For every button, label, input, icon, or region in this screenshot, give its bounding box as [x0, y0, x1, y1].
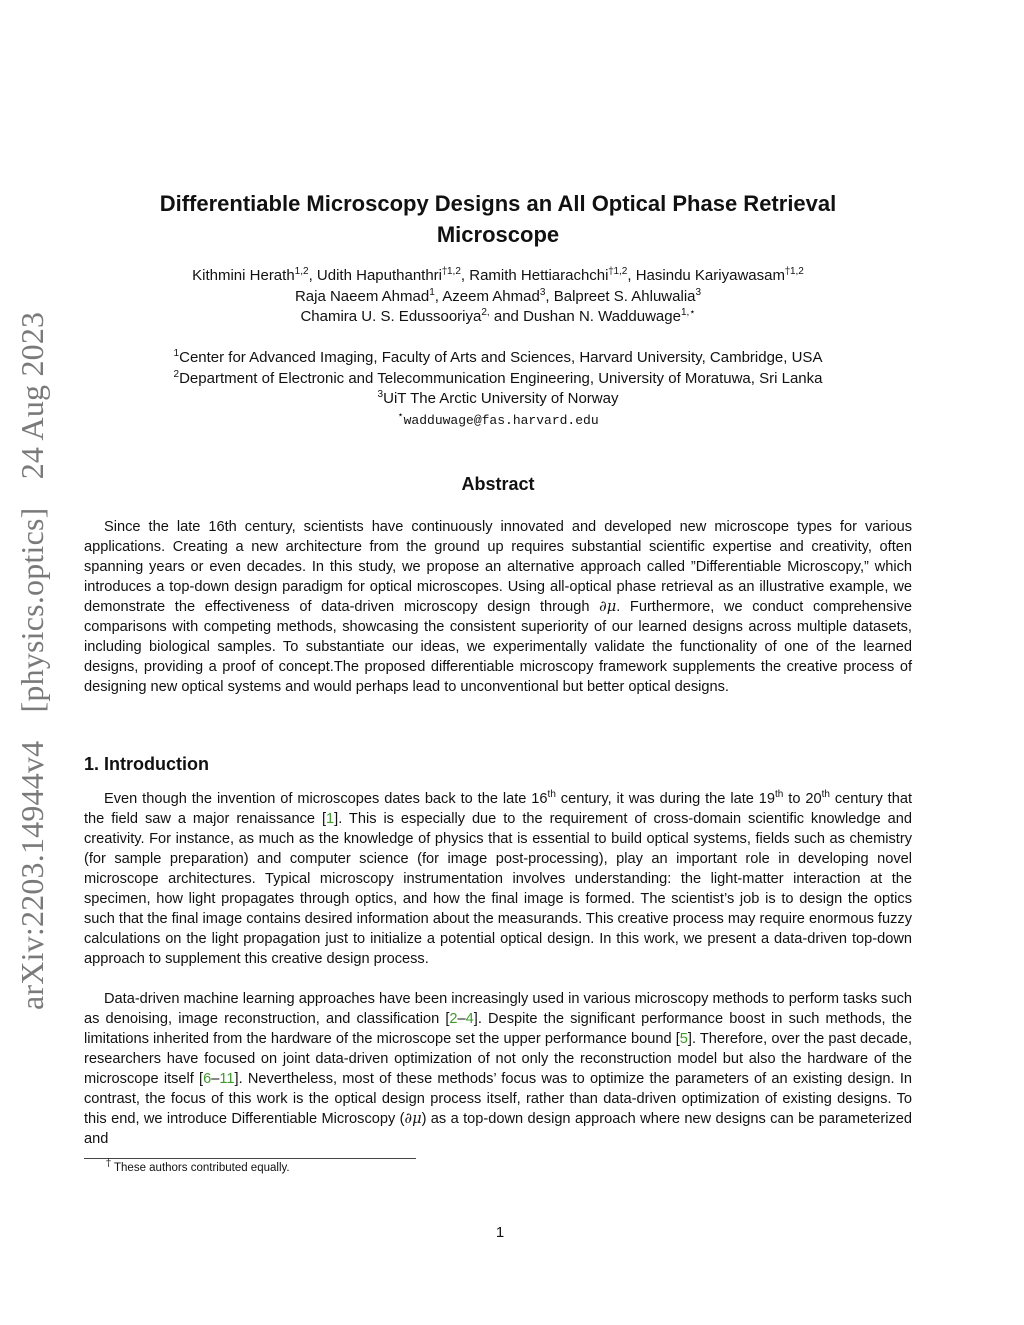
abstract-heading: Abstract: [461, 474, 535, 494]
corresponding-mark: ⋆: [397, 409, 404, 421]
abstract-math-symbol: ∂μ: [599, 598, 617, 615]
affiliation-number: 3: [377, 389, 384, 400]
title-line-2: Microscope: [436, 222, 560, 247]
affiliation-list: [84, 348, 912, 431]
citation-range-dash: –: [211, 1071, 220, 1087]
paper-title: [84, 188, 912, 250]
equal-contribution-mark: †: [608, 266, 614, 277]
author-superscript: 1,2: [294, 266, 309, 277]
equal-contribution-mark: †: [784, 266, 790, 277]
author-superscript: 1: [429, 286, 435, 298]
author-line-2: Raja Naeem Ahmad$^1$, Azeem Ahmad$^3$, Balpreet S. Ahluwalia$^3$: [294, 286, 702, 305]
author-line-3: [84, 307, 912, 328]
author-name: and Dushan N. Wadduwage: [493, 308, 681, 325]
paragraph-text: Even though the invention of microscopes dates back to the late 16: [104, 791, 548, 807]
paragraph-text: ]. Therefore, over the past decade, researchers have focused on joint data-driven optimization of not only the reconstruction model but also the hardware of the microscope itself [: [84, 1031, 912, 1087]
author-name: Chamira U. S. Edussooriya: [300, 308, 482, 325]
paragraph-text: ]. This is especially due to the requirement of cross-domain scientific knowledge and creativity. For instance, as much as the knowledge of physics that is essential to build optical systems, fields such as chemistry (for sample preparation) and computer science (for image post-processing), play an important role in developing novel microscope architectures. Typical microscopy instrumentation involves understanding: the light-matter interaction at the specimen, how light propagates through optics, and how the final image is formed. The scientist’s job is to design the optics such that the final image contains desired information about the measurands. This creative process may require enormous fuzzy calculations on the light propagation just to initialize a potential optical design. In this work, we present a data-driven top-down approach to supplement this creative design process.: [84, 811, 912, 967]
affiliation-number: 1: [173, 348, 180, 359]
footnote-mark: †: [106, 1158, 111, 1170]
equal-contribution-mark: †: [442, 266, 447, 277]
author-superscript: 1,2: [447, 266, 461, 277]
title-line-1: Differentiable Microscopy Designs an All Optical Phase Retrieval: [159, 191, 837, 216]
author-superscript: 3: [539, 286, 546, 298]
corresponding-email: [84, 410, 912, 432]
email-address[interactable]: wadduwage@fas.harvard.edu: [403, 412, 599, 428]
affiliation-text: UiT The Arctic University of Norway: [383, 390, 619, 407]
author-superscript: 3: [695, 286, 702, 298]
paragraph-text: ]. Nevertheless, most of these methods’ focus was to optimize the parameters of an existing design. In contrast, the focus of this work is the optical design process itself, rather than data-driven optimization of existing designs. To this end, we introduce Differentiable Microscopy (: [84, 1071, 912, 1127]
paragraph-text: ) as a top-down design approach where new designs can be parameterized and: [84, 1111, 912, 1147]
author-superscript: 1,⋆: [680, 307, 696, 318]
math-symbol: ∂μ: [404, 1110, 422, 1127]
affiliation-number: 2: [173, 368, 180, 380]
affiliation-text: Center for Advanced Imaging, Faculty of Arts and Sciences, Harvard University, Cambridge, USA: [179, 349, 823, 366]
citation-link[interactable]: 11: [219, 1071, 235, 1087]
superscript: th: [821, 789, 830, 801]
author-name: Hasindu Kariyawasam: [635, 267, 785, 284]
paragraph-text: century, it was during the late 19: [555, 791, 776, 807]
paragraph-text: to 20: [783, 791, 822, 807]
arxiv-date: 24 Aug 2023: [14, 311, 50, 480]
author-name: Raja Naeem Ahmad: [294, 287, 430, 305]
author-list: [84, 266, 912, 328]
citation-link[interactable]: 4: [465, 1011, 474, 1027]
affiliation-text: Department of Electronic and Telecommunication Engineering, University of Moratuwa, Sri Lanka: [179, 369, 823, 387]
section-heading-introduction: 1. Introduction: [84, 754, 209, 774]
arxiv-identifier-stamp: [14, 310, 66, 1010]
introduction-paragraph-2: [84, 989, 912, 1149]
footnote: [106, 1158, 290, 1174]
author-superscript: 2,: [481, 307, 490, 318]
arxiv-id: arXiv:2203.14944v4: [14, 740, 50, 1010]
footnote-rule: [84, 1158, 416, 1159]
footnote-text: These authors contributed equally.: [114, 1162, 290, 1174]
affiliation-3: [84, 389, 912, 410]
paragraph-text: Data-driven machine learning approaches have been increasingly used in various microscopy methods to perform tasks such as denoising, image reconstruction, and classification [: [84, 991, 912, 1027]
citation-link[interactable]: 1: [326, 811, 335, 827]
citation-link[interactable]: 6: [203, 1071, 212, 1087]
author-name: Udith Haputhanthri: [316, 267, 442, 284]
introduction-paragraph-1: [84, 789, 912, 969]
paragraph-text: century that the field saw a major renaissance [: [84, 791, 913, 827]
abstract-text-part-2: . Furthermore, we conduct comprehensive comparisons with competing methods, showcasing the consistent superiority of our learned designs across multiple datasets, including biological samples. To substantiate our ideas, we experimentally validate the functionality of one of the learned designs, providing a proof of concept.The proposed differentiable microscopy framework supplements the creative process of designing new optical systems and would perhaps lead to unconventional but better optical designs.: [84, 599, 912, 695]
author-superscript: 1,2: [789, 266, 804, 277]
arxiv-category: [physics.optics]: [14, 507, 50, 713]
author-name: Balpreet S. Ahluwalia: [553, 287, 696, 305]
citation-link[interactable]: 2: [449, 1011, 458, 1027]
paragraph-text: ]. Despite the significant performance boost in such methods, the limitations inherited from the hardware of the microscope set the upper performance bound [: [84, 1011, 912, 1047]
citation-link[interactable]: 5: [679, 1031, 688, 1047]
author-line-1: Kithmini Herath$^{1,2}$, Udith Haputhanthri$^{\dagger 1,2}$, Ramith Hettiarachchi$^{\dagger 1,2}$, Hasindu Kariyawasam$^{\dagger 1,2}$: [192, 266, 804, 284]
author-superscript: 1,2: [613, 266, 628, 277]
affiliation-2: [84, 369, 912, 390]
author-name: Azeem Ahmad: [442, 287, 540, 305]
abstract-body: [84, 517, 912, 697]
page-number: 1: [495, 1224, 505, 1241]
author-name: Kithmini Herath: [192, 267, 295, 284]
author-name: Ramith Hettiarachchi: [469, 267, 609, 284]
affiliation-1: [84, 348, 912, 369]
superscript: th: [547, 789, 556, 801]
superscript: th: [775, 789, 784, 801]
citation-range-dash: –: [457, 1011, 466, 1027]
abstract-text-part-1: Since the late 16th century, scientists have continuously innovated and developed new microscope types for various applications. Creating a new architecture from the ground up requires substantial scientific expertise and creativity, often spanning years or even decades. In this study, we propose an alternative approach called ”Differentiable Microscopy,” which introduces a top-down design paradigm for optical microscopes. Using all-optical phase retrieval as an illustrative example, we demonstrate the effectiveness of data-driven microscopy design through: [84, 519, 912, 615]
